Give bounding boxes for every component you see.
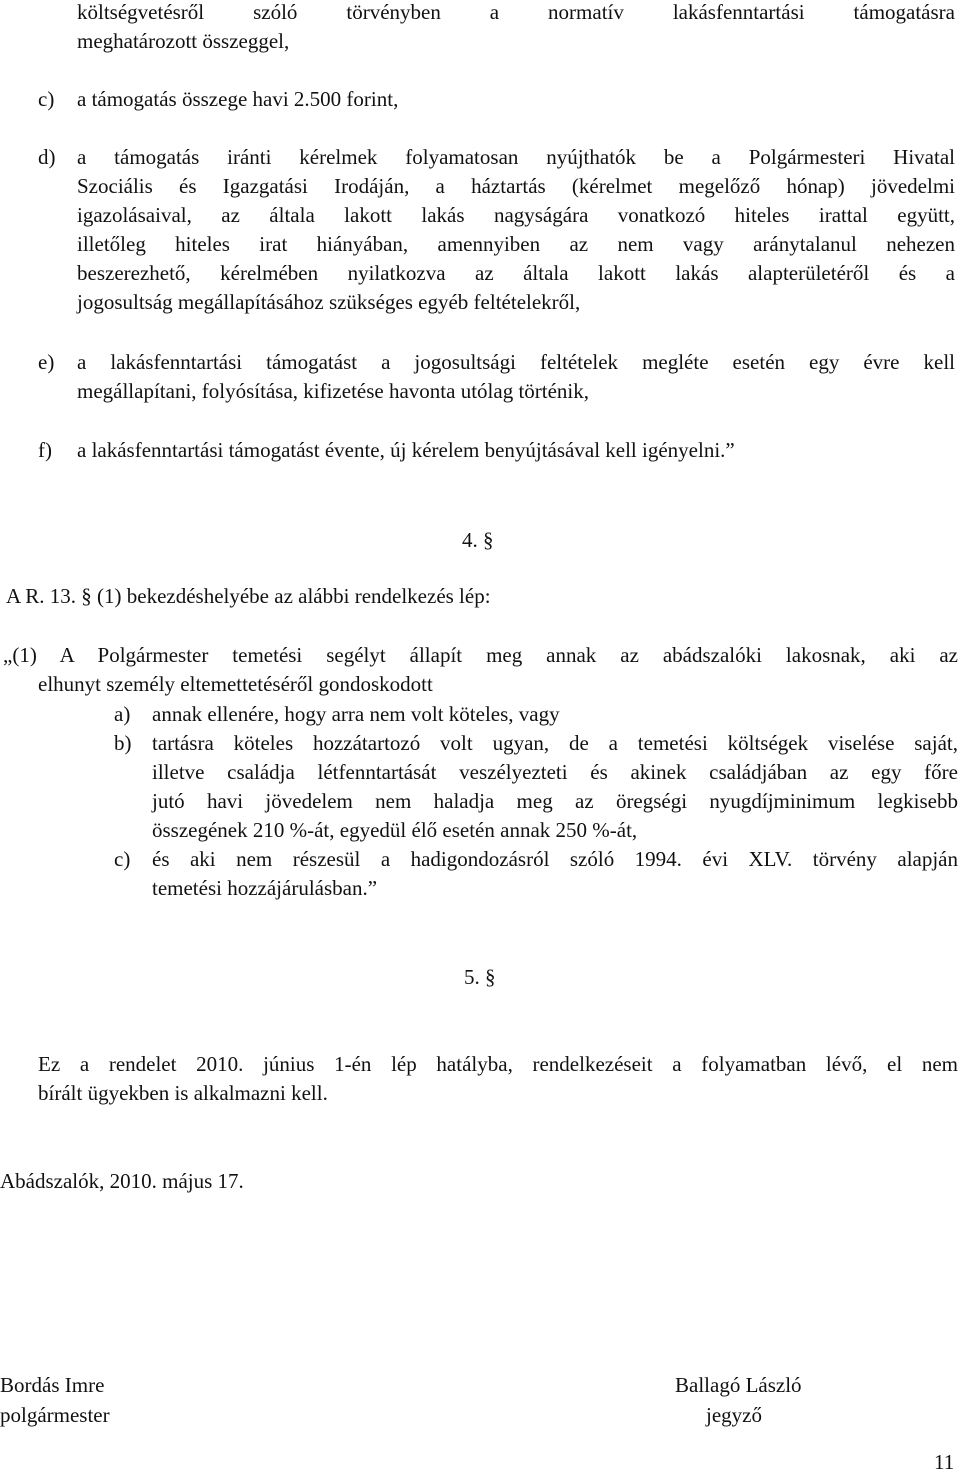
- list-item-e-line1: a lakásfenntartási támogatást a jogosultsági feltételek megléte esetén egy évre kell: [77, 350, 955, 374]
- list-item-e-line2: megállapítani, folyósítása, kifizetése havonta utólag történik,: [77, 379, 590, 403]
- page-number: 11: [934, 1450, 955, 1474]
- section-5-line2: bírált ügyekben is alkalmazni kell.: [38, 1081, 328, 1105]
- list-item-f-label: f): [38, 438, 52, 462]
- section-4-paragraph-line1: „(1) A Polgármester temetési segélyt állapít meg annak az abádszalóki lakosnak, aki az: [3, 643, 958, 667]
- section-4-item-c-line2: temetési hozzájárulásban.”: [152, 876, 378, 900]
- section-4-item-b-label: b): [114, 731, 132, 755]
- section-4-item-b-line1: tartásra köteles hozzátartozó volt ugyan, de a temetési költségek viselése saját,: [152, 731, 958, 755]
- list-item-d-line1: a támogatás iránti kérelmek folyamatosan nyújthatók be a Polgármesteri Hivatal: [77, 145, 955, 169]
- signature-right-name: Ballagó László: [675, 1373, 802, 1397]
- section-4-item-a-label: a): [114, 702, 131, 726]
- section-4-item-c-label: c): [114, 847, 131, 871]
- section-4-item-b-line4: összegének 210 %-át, egyedül élő esetén annak 250 %-át,: [152, 818, 638, 842]
- section-4-item-b-line3: jutó havi jövedelem nem haladja meg az öregségi nyugdíjminimum legkisebb: [152, 789, 958, 813]
- section-4-item-a-line1: annak ellenére, hogy arra nem volt köteles, vagy: [152, 702, 560, 726]
- list-item-d-line4: illetőleg hiteles irat hiányában, amennyiben az nem vagy aránytalanul nehezen: [77, 232, 955, 256]
- list-item-d-line2: Szociális és Igazgatási Irodáján, a háztartás (kérelmet megelőző hónap) jövedelmi: [77, 174, 955, 198]
- section-4-heading: 4. §: [462, 528, 494, 552]
- section-4-item-c-line1: és aki nem részesül a hadigondozásról szóló 1994. évi XLV. törvény alapján: [152, 847, 958, 871]
- list-item-b-continuation-line1: költségvetésről szóló törvényben a normatív lakásfenntartási támogatásra: [77, 0, 955, 24]
- section-4-item-b-line2: illetve családja létfenntartását veszélyezteti és akinek családjában az egy főre: [152, 760, 958, 784]
- section-5-heading: 5. §: [464, 965, 496, 989]
- signature-left-title: polgármester: [0, 1403, 110, 1427]
- list-item-e-label: e): [38, 350, 55, 374]
- list-item-d-line6: jogosultság megállapításához szükséges egyéb feltételekről,: [77, 290, 581, 314]
- section-4-intro: A R. 13. § (1) bekezdéshelyébe az alábbi rendelkezés lép:: [6, 584, 491, 608]
- list-item-b-continuation-line2: meghatározott összeggel,: [77, 29, 290, 53]
- list-item-d-line5: beszerezhető, kérelmében nyilatkozva az általa lakott lakás alapterületéről és a: [77, 261, 955, 285]
- section-5-line1: Ez a rendelet 2010. június 1-én lép hatályba, rendelkezéseit a folyamatban lévő, el nem: [38, 1052, 958, 1076]
- section-4-paragraph-line2: elhunyt személy eltemettetéséről gondoskodott: [38, 672, 433, 696]
- list-item-d-line3: igazolásaival, az általa lakott lakás nagyságára vonatkozó hiteles irattal együtt,: [77, 203, 955, 227]
- list-item-d-label: d): [38, 145, 56, 169]
- list-item-c-text: a támogatás összege havi 2.500 forint,: [77, 87, 399, 111]
- list-item-f-text: a lakásfenntartási támogatást évente, új kérelem benyújtásával kell igényelni.”: [77, 438, 735, 462]
- signature-left-name: Bordás Imre: [0, 1373, 105, 1397]
- signature-right-title: jegyző: [706, 1403, 762, 1427]
- list-item-c-label: c): [38, 87, 55, 111]
- date-place: Abádszalók, 2010. május 17.: [0, 1169, 244, 1193]
